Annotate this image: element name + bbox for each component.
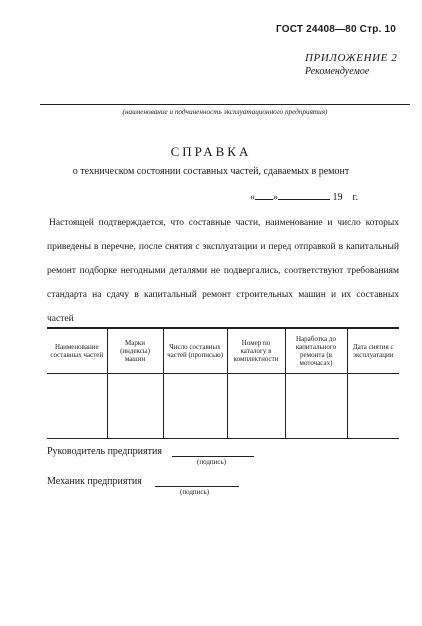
col-header-operating-hours: Наработка до капитального ремонта (в моточасах) [285,328,347,374]
col-header-catalog-number: Номер по каталогу в комплектности [227,328,285,374]
day-blank [255,193,273,200]
enterprise-name-line [40,104,410,105]
year-label: 19 [332,192,343,203]
month-blank [278,193,330,200]
quote-close: » [273,192,278,203]
quote-open: « [250,192,255,203]
document-subtitle: о техническом состоянии составных частей, сдаваемых в ремонт [72,166,350,177]
appendix-title: ПРИЛОЖЕНИЕ 2 [305,52,398,64]
appendix-subtitle: Рекомендуемое [305,66,370,77]
col-header-part-count: Число составных частей (прописью) [163,328,227,374]
document-title: СПРАВКА [170,144,252,159]
table-row [47,374,399,439]
date-field [250,192,358,203]
mechanic-signature-caption: (подпись) [180,488,210,496]
table-cell [107,374,163,439]
table-header-row [47,328,399,374]
head-signature-line [172,456,254,457]
mechanic-signature-line [155,486,239,487]
table-cell [227,374,285,439]
year-suffix: г. [352,192,358,203]
parts-table [47,327,399,439]
head-signature-caption: (подпись) [197,458,227,466]
col-header-removal-date: Дата снятия с эксплуатации [347,328,399,374]
table-cell [285,374,347,439]
standard-header: ГОСТ 24408—80 Стр. 10 [276,24,396,35]
mechanic-signature-label: Механик предприятия [47,476,142,487]
table-cell [47,374,107,439]
enterprise-caption: (наименование и подчиненность эксплуатационного предприятия) [122,108,328,116]
paragraph-text: Настоящей подтверждается, что составные части, наименование и число которых приведены в перечне, после снятия с эксплуатации и перед отправкой в капитальный ремонт подборке негодными деталями не подвергались, соответствуют требованиям стандарта на сдачу в капитальный ремонт строительных машин и их составных частей [47,218,399,324]
col-header-machine-brand: Марки (индексы) машин [107,328,163,374]
table-cell [163,374,227,439]
col-header-part-name: Наименование составных частей [47,328,107,374]
head-signature-label: Руководитель предприятия [47,446,162,457]
certificate-paragraph [47,211,399,331]
table-cell [347,374,399,439]
